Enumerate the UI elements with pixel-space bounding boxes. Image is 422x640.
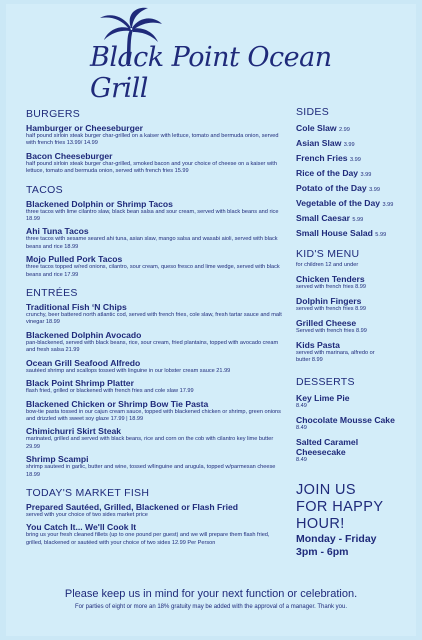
side-price: 5.99 xyxy=(375,232,387,238)
section-market-fish xyxy=(26,487,286,547)
side-item xyxy=(296,228,420,238)
section-title: KID'S MENU xyxy=(296,248,360,260)
menu-item-desc: served with your choice of two sides market price xyxy=(26,511,148,518)
right-column xyxy=(296,98,420,559)
side-item xyxy=(296,138,420,148)
side-name: Small Caesar xyxy=(296,213,350,223)
logo xyxy=(0,0,422,104)
kids-item-name: Grilled Cheese xyxy=(296,318,357,328)
side-item xyxy=(296,153,420,163)
section-desserts xyxy=(296,376,420,464)
dessert-price: 8.49 xyxy=(296,425,307,431)
happy-hour-line: HOUR! xyxy=(296,516,345,532)
menu-item-desc: sautéed shrimp and scallops tossed with linguine in our lobster cream sauce 21.99 xyxy=(26,367,231,374)
menu-item-desc: half pound sirloin steak burger char-grilled on a kaiser with lettuce, tomato and bermuda onion, served with french fries 13.99/ 14.99 xyxy=(26,133,279,147)
dessert-price: 8.49 xyxy=(296,403,307,409)
side-name: Cole Slaw xyxy=(296,123,337,133)
menu-item-name: Blackened Dolphin or Shrimp Tacos xyxy=(26,198,173,209)
side-name: Small House Salad xyxy=(296,228,373,238)
menu-item-name: Shrimp Scampi xyxy=(26,454,89,465)
menu-item-desc: pan-blackened, served with black beans, rice, sour cream, fried plantains, topped with avocado cream and fresh salsa 21.99 xyxy=(26,339,279,354)
section-title: BURGERS xyxy=(26,108,81,120)
happy-hour-days: Monday - Friday xyxy=(296,533,377,545)
section-title: TACOS xyxy=(26,183,63,196)
happy-hour-line: FOR HAPPY xyxy=(296,499,384,515)
menu-item-name: Chimichurri Skirt Steak xyxy=(26,426,122,437)
restaurant-name: Black Point Ocean Grill xyxy=(90,42,332,104)
section-title: ENTRÉES xyxy=(26,287,78,300)
kids-item-name: Kids Pasta xyxy=(296,340,340,350)
section-subtitle: for children 12 and under xyxy=(296,262,359,268)
section-kids-menu xyxy=(296,248,420,364)
menu-item-desc: three tacos with sesame seared ahi tuna, asian slaw, mango salsa and wasabi aioli, served with black beans and rice 18.99 xyxy=(26,236,278,250)
menu-item-desc: bow-tie pasta tossed in our cajun cream sauce, topped with blackened chicken or shrimp, green onions and drizzled with sweet soy glaze 17.99 | 18.99 xyxy=(26,408,281,422)
kids-item-desc: served with marinara, alfredo or butter 8.99 xyxy=(296,350,375,363)
side-name: French Fries xyxy=(296,153,348,163)
menu-item-desc: bring us your fresh cleaned fillets (up to one pound per guest) and we will prepare them flash fried, grilled, blackened or sautéed with your choice of two sides 12.99 Per Person xyxy=(26,532,270,546)
kids-item-name: Chicken Tenders xyxy=(296,274,365,284)
menu-item-name: Traditional Fish ‘N Chips xyxy=(26,302,127,313)
menu-item-name: Ahi Tuna Tacos xyxy=(26,226,89,237)
side-price: 2.99 xyxy=(338,127,350,133)
side-price: 3.99 xyxy=(360,172,372,178)
kids-item-name: Dolphin Fingers xyxy=(296,296,362,306)
side-name: Rice of the Day xyxy=(296,168,359,178)
menu-item-name: You Catch It... We'll Cook It xyxy=(26,522,137,533)
kids-item-desc: served with french fries 8.99 xyxy=(296,306,366,312)
kids-item-desc: served with french fries 8.99 xyxy=(296,284,366,290)
menu-item-desc: shrimp sauteed in garlic, butter and wine, tossed w/linguine and arugula, topped w/parmesan cheese 18.99 xyxy=(26,464,276,478)
kids-item-desc: Served with french fries 8.99 xyxy=(296,328,367,334)
section-title: TODAY'S MARKET FISH xyxy=(26,486,150,499)
side-name: Potato of the Day xyxy=(296,183,367,193)
dessert-price: 8.49 xyxy=(296,457,307,463)
side-name: Asian Slaw xyxy=(296,138,342,148)
side-price: 5.99 xyxy=(352,217,364,223)
menu-item-desc: crunchy, beer battered north atlantic cod, served with french fries, cole slaw, fresh tartar sauce and malt vinegar 18.99 xyxy=(26,312,282,326)
side-item xyxy=(296,168,420,178)
menu-item-name: Hamburger or Cheeseburger xyxy=(26,123,144,133)
dessert-name: Key Lime Pie xyxy=(296,393,350,403)
footer-note: Please keep us in mind for your next function or celebration. xyxy=(64,588,358,600)
menu-item-desc: three tacos topped w/red onions, cilantro, sour cream, queso fresco and lime wedge, served with black beans and rice 17.99 xyxy=(26,264,280,278)
section-tacos xyxy=(26,184,286,279)
section-sides xyxy=(296,106,420,238)
happy-hour xyxy=(296,482,420,533)
section-entrees xyxy=(26,287,286,479)
menu-item-desc: half pound sirloin steak burger char-grilled, smoked bacon and your choice of cheese on a kaiser with lettuce, tomato and bermuda onion, served with french fries 15.99 xyxy=(26,160,277,175)
happy-hour-line: JOIN US xyxy=(296,482,356,498)
side-item xyxy=(296,183,420,193)
menu-item-name: Blackened Chicken or Shrimp Bow Tie Pasta xyxy=(26,398,209,409)
menu-item-name: Bacon Cheeseburger xyxy=(26,150,113,161)
menu-item-desc: marinated, grilled and served with black beans, rice and corn on the cob with cilantro key lime butter 29.99 xyxy=(26,436,274,450)
side-item xyxy=(296,198,420,208)
dessert-name: Salted Caramel Cheesecake xyxy=(296,437,359,457)
side-price: 3.99 xyxy=(369,187,380,193)
menu-item-desc: three tacos with lime cilantro slaw, black bean salsa and sour cream, served with black beans and rice 18.99 xyxy=(26,208,279,223)
side-name: Vegetable of the Day xyxy=(296,198,381,208)
menu-item-name: Black Point Shrimp Platter xyxy=(26,378,134,389)
side-price: 3.99 xyxy=(382,202,394,208)
section-burgers xyxy=(26,108,286,176)
section-title: DESSERTS xyxy=(296,376,355,388)
happy-hour-time: 3pm - 6pm xyxy=(296,546,349,558)
menu-item-name: Blackened Dolphin Avocado xyxy=(26,329,142,340)
menu-item-desc: flash fried, grilled or blackened with french fries and cole slaw 17.99 xyxy=(26,388,194,395)
dessert-name: Chocolate Mousse Cake xyxy=(296,415,395,425)
section-title: SIDES xyxy=(296,106,330,118)
side-price: 3.99 xyxy=(343,142,355,148)
menu-item-name: Ocean Grill Seafood Alfredo xyxy=(26,357,141,368)
footer-gratuity: For parties of eight or more an 18% gratuity may be added with the approval of a manager. Thank you. xyxy=(74,604,348,610)
menu-item-name: Prepared Sautéed, Grilled, Blackened or Flash Fried xyxy=(26,501,239,512)
side-price: 3.99 xyxy=(349,157,361,163)
side-item xyxy=(296,213,420,223)
side-item xyxy=(296,123,420,133)
menu-item-name: Mojo Pulled Pork Tacos xyxy=(26,254,123,265)
left-column xyxy=(26,100,286,547)
